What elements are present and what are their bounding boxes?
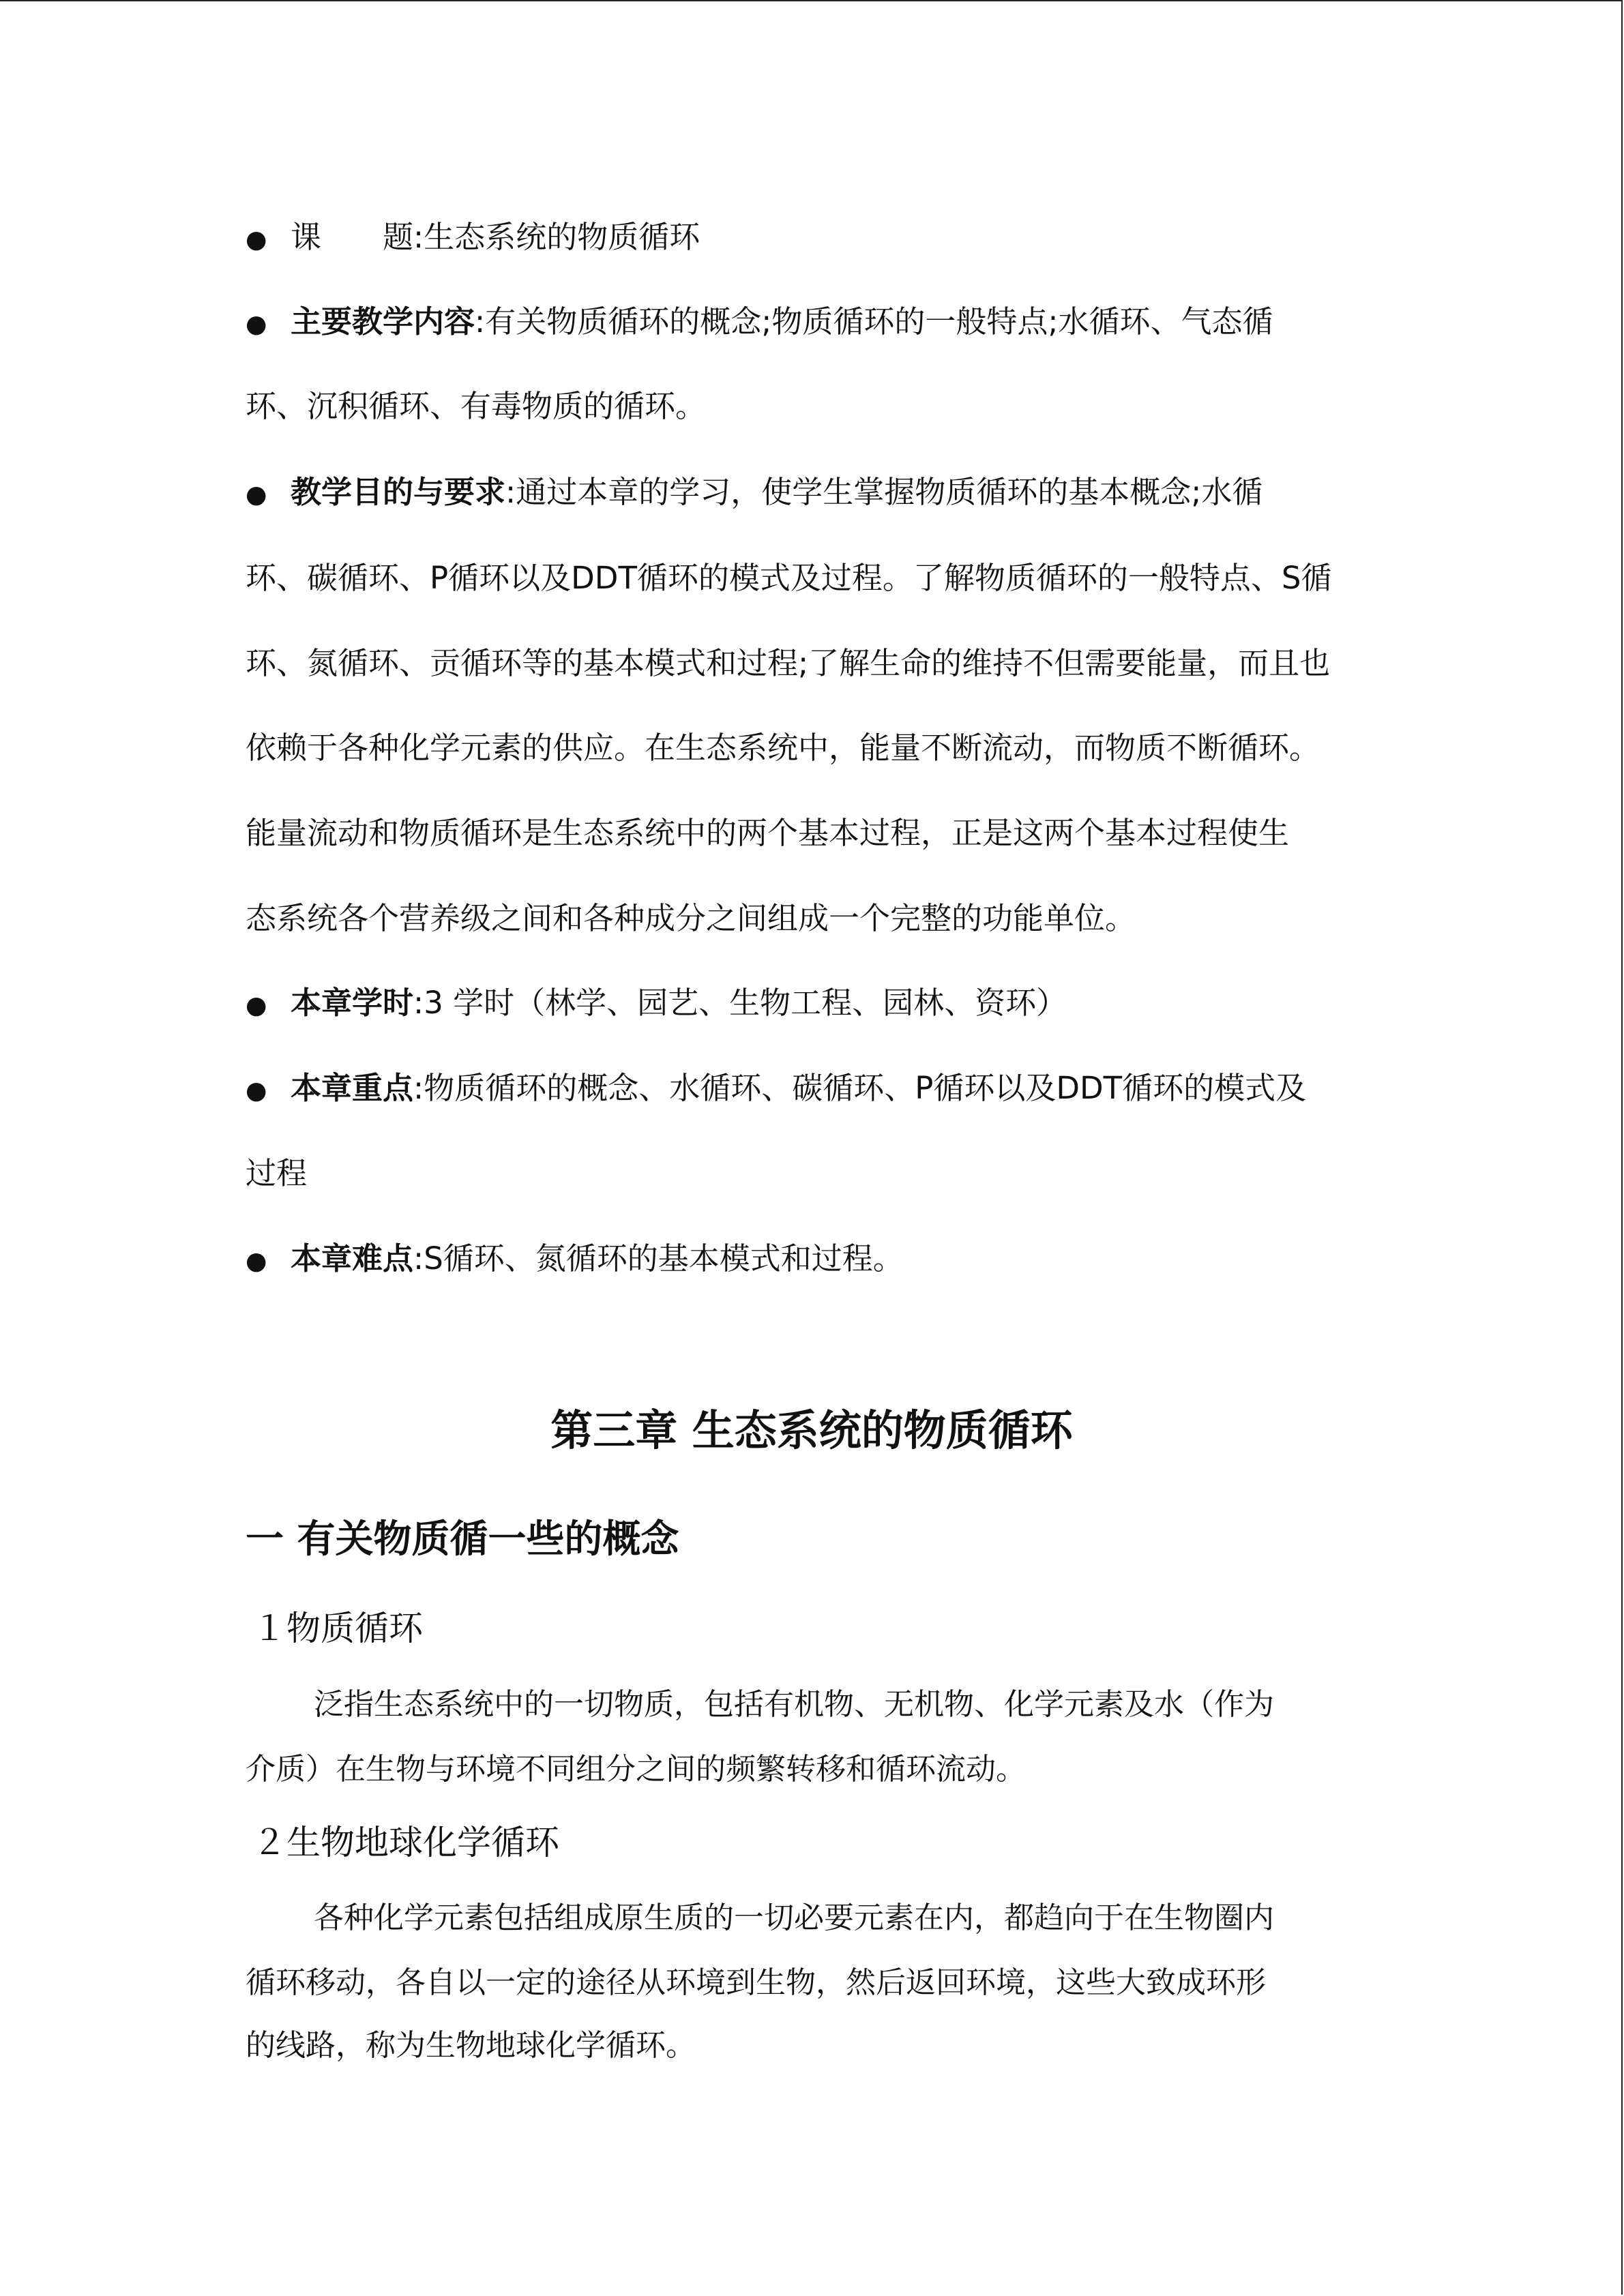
main-content-sep: : <box>475 303 486 340</box>
objectives-label: 教学目的与要求 <box>291 474 506 510</box>
bullet-icon: ● <box>246 481 267 509</box>
objectives-line-2: 环、碳循环、P循环以及DDT循环的模式及过程。了解物质循环的一般特点、S循 <box>246 560 1332 596</box>
difficult-points-value: S循环、氮循环的基本模式和过程。 <box>424 1240 904 1277</box>
topic-line <box>246 217 700 260</box>
subsection-1-title: １物质循环 <box>252 1609 423 1648</box>
objectives-line <box>246 472 1263 516</box>
main-content-line-2: 环、沉积循环、有毒物质的循环。 <box>246 388 707 424</box>
objectives-sep: : <box>505 474 516 510</box>
subsection-2-para-line-3: 的线路，称为生物地球化学循环。 <box>246 2028 696 2063</box>
key-points-label: 本章重点 <box>291 1070 414 1106</box>
topic-sep: : <box>413 219 424 255</box>
main-content-text-1: 有关物质循环的概念;物质循环的一般特点;水循环、气态循 <box>485 303 1273 340</box>
chapter-title: 第三章 生态系统的物质循环 <box>550 1405 1073 1455</box>
subsection-2-para-line-2: 循环移动，各自以一定的途径从环境到生物，然后返回环境，这些大致成环形 <box>246 1965 1266 2000</box>
difficult-points-label: 本章难点 <box>291 1240 414 1277</box>
objectives-line-6: 态系统各个营养级之间和各种成分之间组成一个完整的功能单位。 <box>246 900 1136 936</box>
section-1-title: 一 有关物质循一些的概念 <box>246 1517 679 1562</box>
subsection-2-para-line-1: 各种化学元素包括组成原生质的一切必要元素在内，都趋向于在生物圈内 <box>314 1900 1274 1935</box>
objectives-line-5: 能量流动和物质循环是生态系统中的两个基本过程，正是这两个基本过程使生 <box>246 815 1290 851</box>
bullet-icon: ● <box>246 1077 267 1105</box>
subsection-2-title: ２生物地球化学循环 <box>252 1823 559 1862</box>
objectives-line-4: 依赖于各种化学元素的供应。在生态系统中，能量不断流动，而物质不断循环。 <box>246 730 1320 766</box>
hours-label: 本章学时 <box>291 985 414 1021</box>
subsection-1-para-line-1: 泛指生态系统中的一切物质，包括有机物、无机物、化学元素及水（作为 <box>314 1687 1274 1722</box>
difficult-points-sep: : <box>413 1240 424 1277</box>
hours-value: 3 学时（林学、园艺、生物工程、园林、资环） <box>424 985 1067 1021</box>
hours-line <box>246 983 1067 1026</box>
subsection-1-para-line-2: 介质）在生物与环境不同组分之间的频繁转移和循环流动。 <box>246 1752 1026 1787</box>
objectives-line-3: 环、氮循环、贡循环等的基本模式和过程;了解生命的维持不但需要能量，而且也 <box>246 645 1331 681</box>
bullet-icon: ● <box>246 226 267 254</box>
difficult-points-line <box>246 1238 904 1282</box>
objectives-text-1: 通过本章的学习，使学生掌握物质循环的基本概念;水循 <box>516 474 1263 510</box>
key-points-text-1: 物质循环的概念、水循环、碳循环、P循环以及DDT循环的模式及 <box>424 1070 1307 1106</box>
hours-sep: : <box>413 985 424 1021</box>
main-content-label: 主要教学内容 <box>291 303 475 340</box>
key-points-line-2: 过程 <box>246 1155 308 1191</box>
topic-label: 课 题 <box>291 219 414 255</box>
bullet-icon: ● <box>246 992 267 1019</box>
bullet-icon: ● <box>246 1247 267 1275</box>
key-points-sep: : <box>413 1070 424 1106</box>
bullet-icon: ● <box>246 310 267 338</box>
key-points-line <box>246 1068 1306 1112</box>
main-content-line <box>246 301 1273 345</box>
topic-value: 生态系统的物质循环 <box>424 219 700 255</box>
